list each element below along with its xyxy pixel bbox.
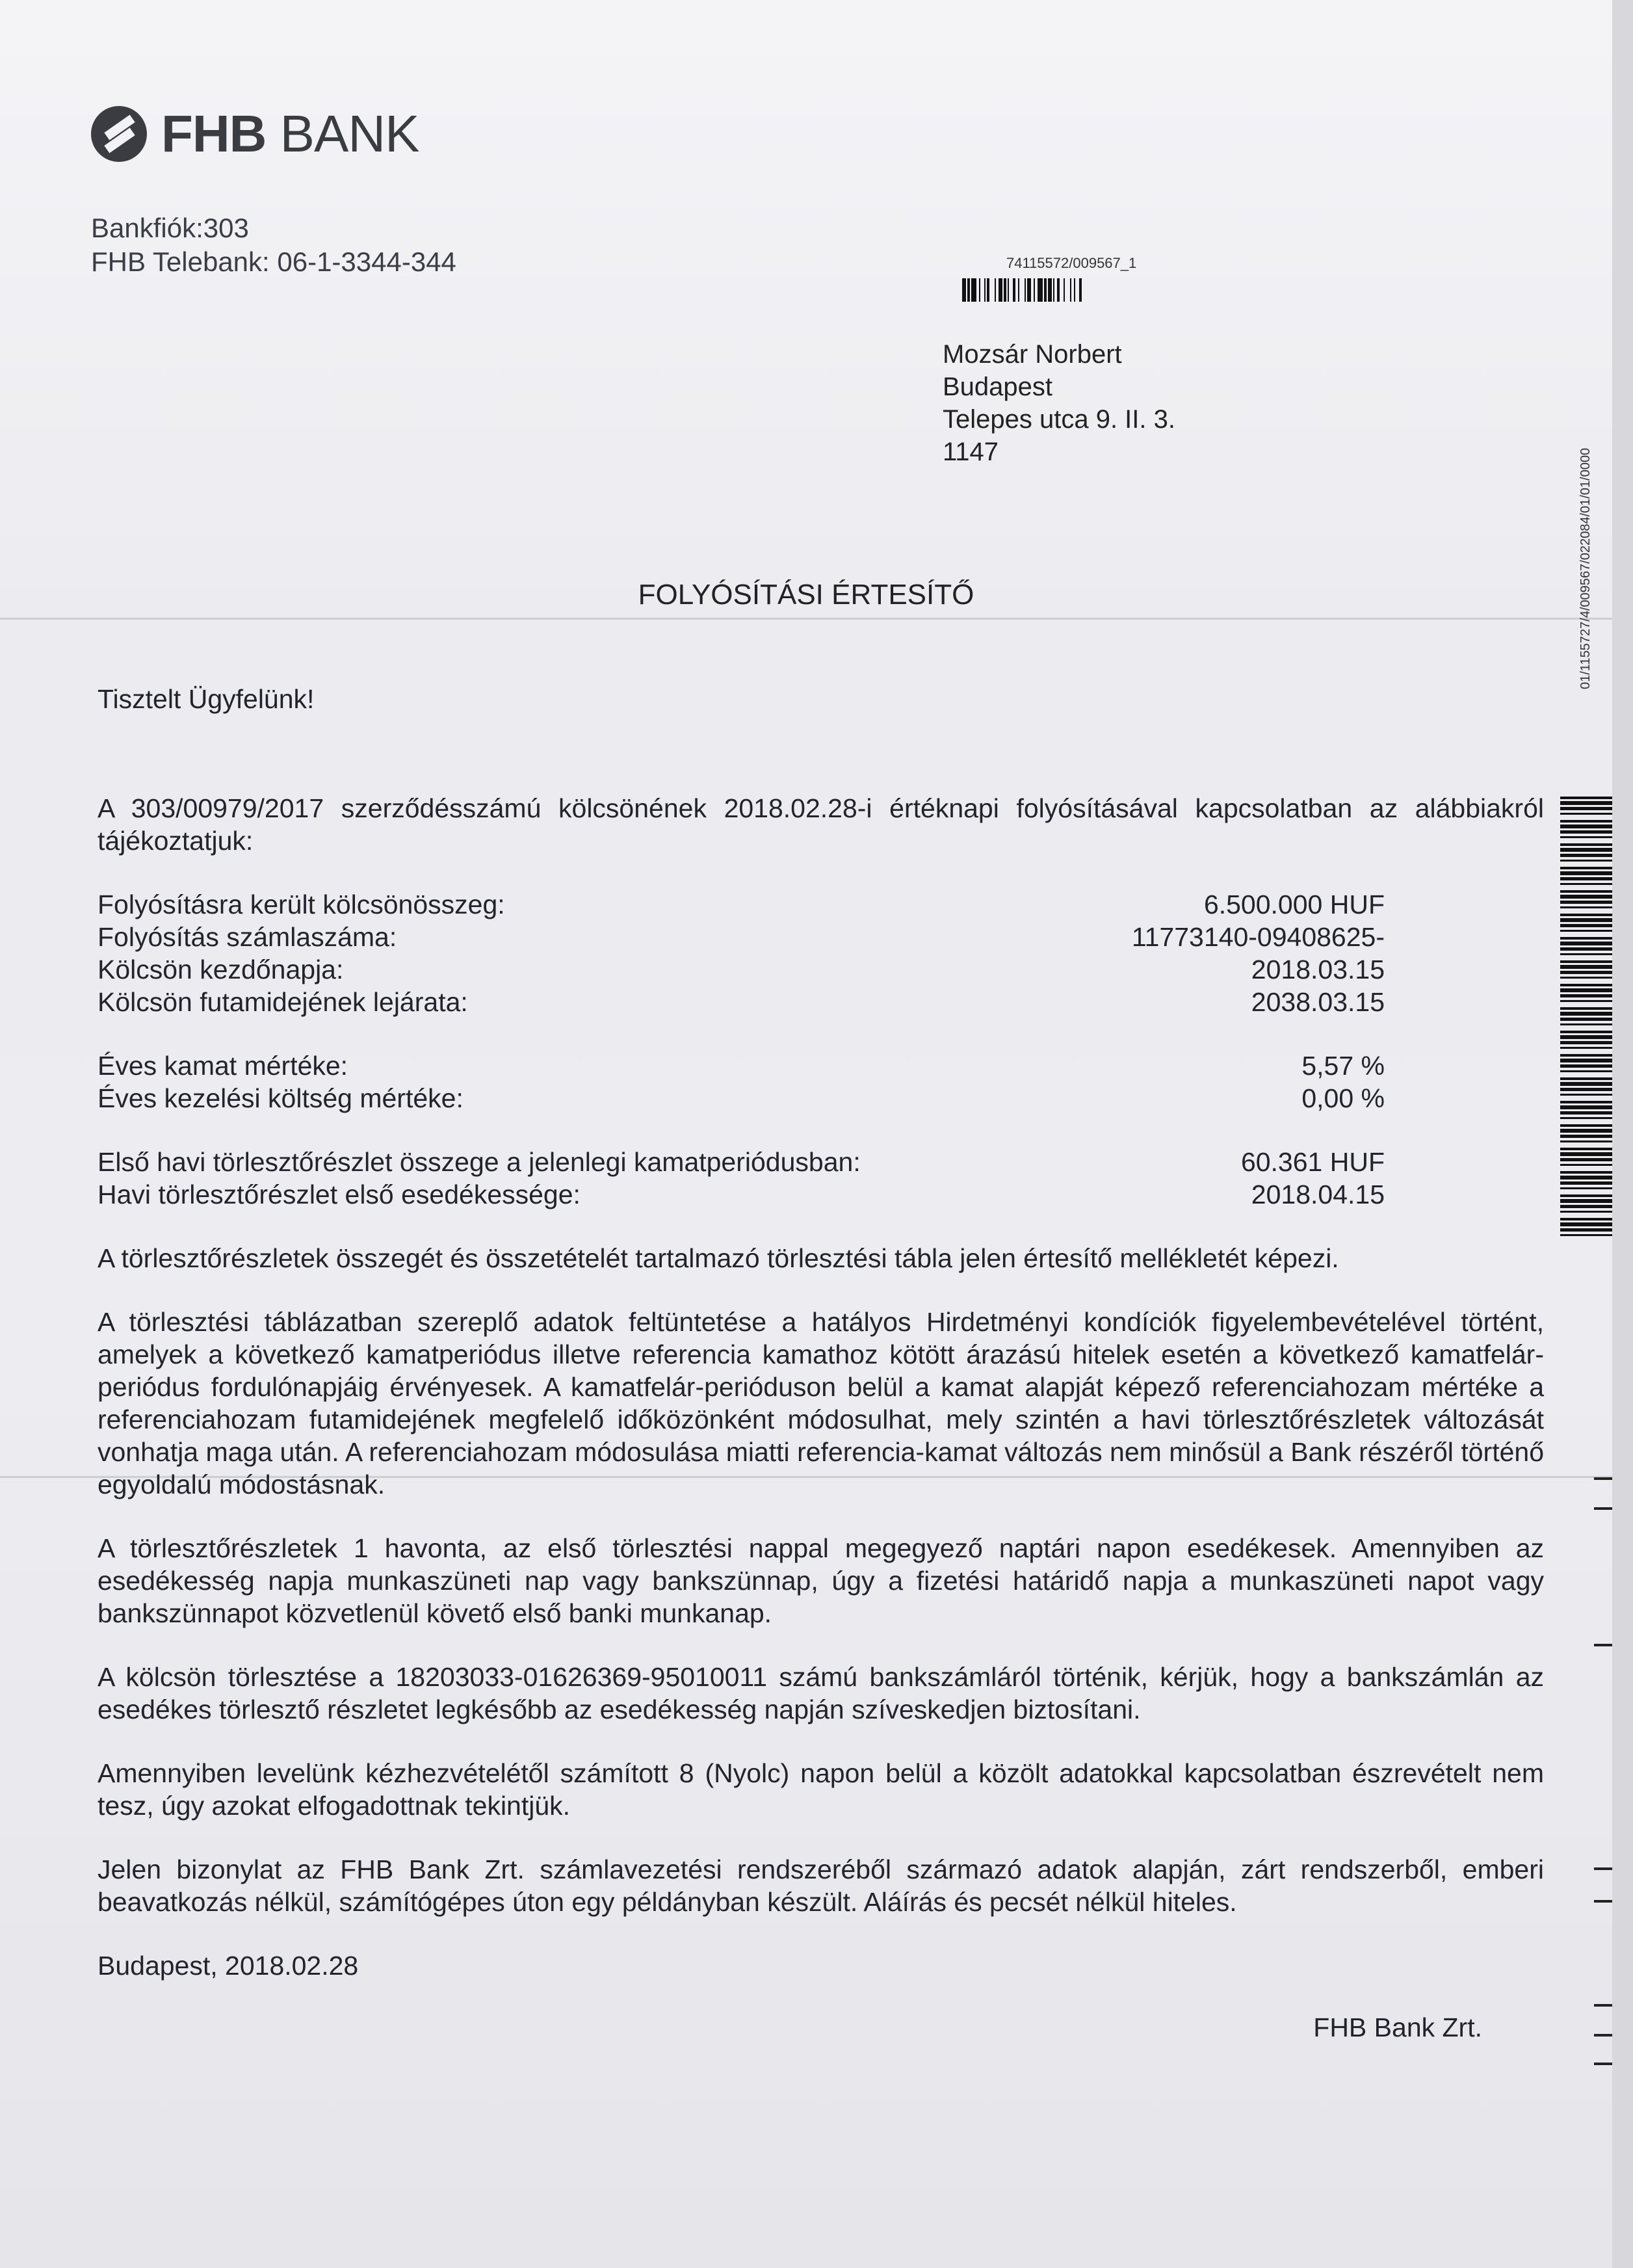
bank-logo-text: FHB BANK [161, 105, 419, 163]
detail-row: Kölcsön futamidejének lejárata: 2038.03.15 [98, 987, 1385, 1017]
barcode-bar [1019, 278, 1025, 302]
place-date: Budapest, 2018.02.28 [98, 1951, 359, 1981]
detail-row: Éves kamat mértéke: 5,57 % [98, 1051, 1385, 1081]
margin-mark [1594, 2004, 1612, 2007]
barcode-id: 74115572/009567_1 [1006, 255, 1137, 271]
letter-body [98, 683, 1544, 1982]
barcode-bar [1560, 1025, 1612, 1031]
document-title: FOLYÓSÍTÁSI ÉRTESÍTŐ [638, 579, 974, 611]
barcode-bar [1560, 1049, 1612, 1054]
barcode-bar [1560, 1234, 1612, 1236]
margin-mark [1594, 1477, 1612, 1480]
barcode-bar [1082, 278, 1083, 302]
body-paragraph: A törlesztőrészletek összegét és összetételét tartalmazó törlesztési tábla jelen értesítő mellékletét képezi. [98, 1243, 1339, 1273]
barcode-bar [1560, 1189, 1612, 1194]
body-paragraph: A törlesztőrészletek 1 havonta, az első törlesztési nappal megegyező naptári napon esedékesek. Amennyiben az esedékesség napja munkaszüneti nap vagy bankszünnap, úgy a fizetési határidő napja a munkaszüneti napot vagy bankszünnapot közvetlenül követő első banki munkanap. [98, 1533, 1544, 1628]
barcode-bar [1560, 815, 1612, 820]
margin-mark [1594, 1644, 1612, 1646]
recipient-address [943, 338, 1175, 468]
barcode-bar [1560, 1166, 1612, 1171]
barcode-bar [1560, 862, 1612, 867]
side-reference-code: 01/1155727/4/009567/022084/01/01/0000 [1578, 447, 1593, 689]
margin-mark [1594, 1507, 1612, 1510]
barcode-bar [989, 278, 995, 302]
recipient-name: Mozsár Norbert [943, 340, 1122, 369]
recipient-city: Budapest [943, 373, 1053, 401]
intro-paragraph: A 303/00979/2017 szerződésszámú kölcsönének 2018.02.28-i értéknapi folyósításával kapcsolatban az alábbiakról tájékoztatjuk: [98, 793, 1544, 856]
margin-mark [1594, 2034, 1612, 2037]
telebank-phone: FHB Telebank: 06-1-3344-344 [91, 246, 456, 277]
branch-number: Bankfiók:303 [91, 213, 249, 243]
branch-info [91, 211, 456, 279]
margin-mark [1594, 1900, 1612, 1903]
barcode-bar [1560, 908, 1612, 914]
barcode-bar [1560, 1142, 1612, 1148]
detail-row: Kölcsön kezdőnapja: 2018.03.15 [98, 955, 1385, 984]
barcode-bar [1560, 1072, 1612, 1077]
margin-mark [1594, 2063, 1612, 2065]
barcode-bar [1065, 278, 1070, 302]
barcode-bar [1038, 278, 1043, 302]
recipient-zip: 1147 [943, 438, 999, 466]
fold-line [0, 618, 1612, 620]
interest-details [98, 1049, 1544, 1114]
barcode-bar [1560, 838, 1612, 843]
barcode-vertical-icon [1560, 797, 1612, 1239]
barcode-bar [1560, 1096, 1612, 1101]
barcode-bar [1560, 885, 1612, 890]
loan-details [98, 888, 1544, 1018]
barcode-bar [1560, 932, 1612, 937]
barcode-bar [1560, 1002, 1612, 1007]
barcode-bar [1560, 1213, 1612, 1218]
detail-row: Első havi törlesztőrészlet összege a jelenlegi kamatperiódusban: 60.361 HUF [98, 1147, 1385, 1177]
detail-row: Folyósítás számlaszáma: 11773140-09408625- [98, 922, 1385, 952]
body-paragraph: Amennyiben levelünk kézhezvételétől számított 8 (Nyolc) napon belül a közölt adatokkal kapcsolatban észrevételt nem tesz, úgy azokat elfogadottnak tekintjük. [98, 1758, 1544, 1821]
body-paragraph: A kölcsön törlesztése a 18203033-01626369-95010011 számú bankszámláról történik, kérjük, hogy a bankszámlán az esedékes törlesztő részletet legkésőbb az esedékesség napján szíveskedjen biztosítani. [98, 1662, 1544, 1724]
barcode-horizontal-icon [962, 278, 1203, 302]
barcode-bar [1560, 979, 1612, 984]
detail-row: Éves kezelési költség mértéke: 0,00 % [98, 1083, 1385, 1113]
body-paragraph: Jelen bizonylat az FHB Bank Zrt. számlavezetési rendszeréből származó adatok alapján, zárt rendszerből, emberi beavatkozás nélkül, számítógépes úton egy példányban készült. Aláírás és pecsét nélkül hiteles. [98, 1854, 1544, 1917]
barcode-bar [1560, 955, 1612, 960]
bank-logo [91, 104, 419, 164]
detail-row: Folyósításra került kölcsönösszeg: 6.500.000 HUF [98, 890, 1385, 919]
bank-logo-mark-icon [91, 106, 147, 162]
body-paragraph: A törlesztési táblázatban szereplő adatok feltüntetése a hatályos Hirdetményi kondíciók figyelembevételével történt, amelyek a következő kamatperiódus illetve referencia kamathoz kötött árazású hitelek esetén a következő kamatfelár-periódus fordulónapjáig érvényesek. A kamatfelár-perióduson belül a kamat alapját képező referenciahozam mértéke a referenciahozam futamidejének megfelelő időközönként módosulhat, mely szintén a havi törlesztőrészletek változását vonhatja maga után. A referenciahozam módosulása miatti referencia-kamat változás nem minősül a Bank részéről történő egyoldalú módostásnak. [98, 1307, 1544, 1499]
greeting: Tisztelt Ügyfelünk! [98, 684, 315, 714]
signature: FHB Bank Zrt. [1313, 2012, 1482, 2042]
recipient-street: Telepes utca 9. II. 3. [943, 405, 1175, 434]
installment-details [98, 1146, 1544, 1211]
barcode-bar [971, 278, 976, 302]
barcode-bar [1560, 1119, 1612, 1124]
detail-row: Havi törlesztőrészlet első esedékessége: 2018.04.15 [98, 1180, 1385, 1209]
margin-mark [1594, 1867, 1612, 1870]
